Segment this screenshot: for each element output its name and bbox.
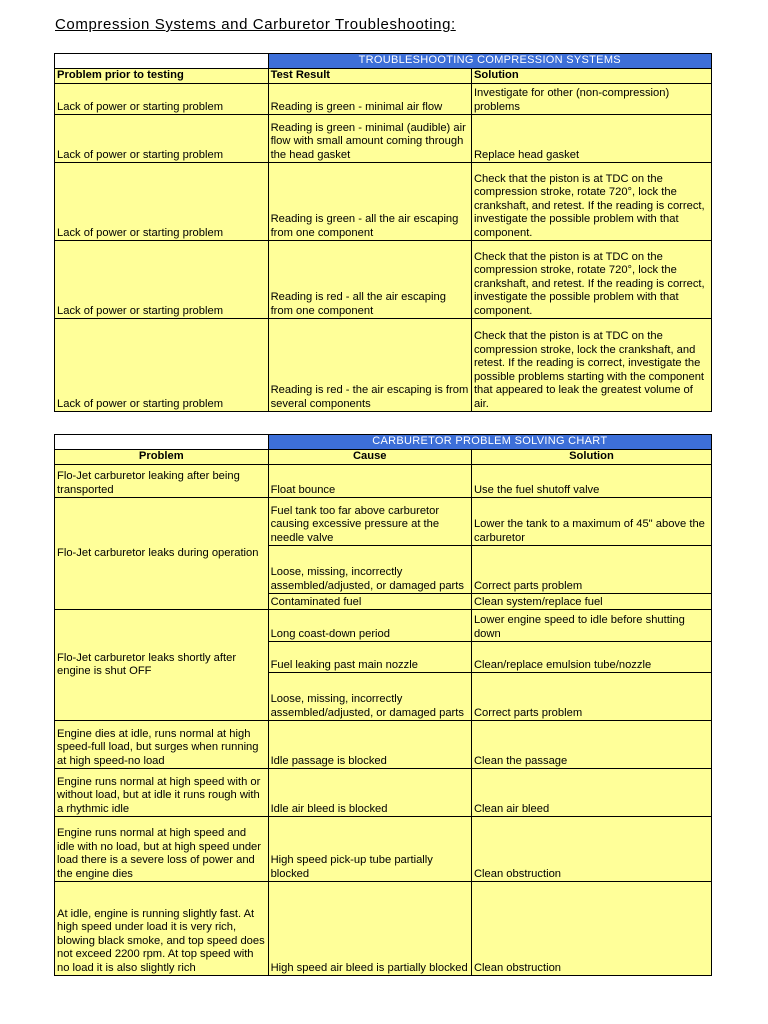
test-result-cell: Reading is green - minimal (audible) air flow with small amount coming through the head gasket bbox=[268, 115, 471, 163]
table-row bbox=[55, 769, 712, 817]
solution-cell: Clean/replace emulsion tube/nozzle bbox=[471, 642, 711, 673]
problem-cell: Lack of power or starting problem bbox=[55, 163, 269, 241]
table-banner-spacer bbox=[55, 435, 269, 450]
problem-cell: Flo-Jet carburetor leaks shortly after engine is shut OFF bbox=[55, 610, 269, 721]
carburetor-table-banner: CARBURETOR PROBLEM SOLVING CHART bbox=[268, 435, 711, 450]
solution-cell: Lower engine speed to idle before shutting down bbox=[471, 610, 711, 642]
solution-cell: Check that the piston is at TDC on the compression stroke, rotate 720°, lock the crankshaft, and retest. If the reading is correct, investigate the possible problem with that component. bbox=[471, 241, 711, 319]
solution-cell: Check that the piston is at TDC on the compression stroke, lock the crankshaft, and retest. If the reading is correct, investigate the possible problems starting with the component that appeared to leak the greatest volume of air. bbox=[471, 319, 711, 412]
solution-cell: Check that the piston is at TDC on the compression stroke, rotate 720°, lock the crankshaft, and retest. If the reading is correct, investigate the possible problem with that component. bbox=[471, 163, 711, 241]
problem-cell: Engine runs normal at high speed and idle with no load, but at high speed under load there is a severe loss of power and the engine dies bbox=[55, 817, 269, 882]
cause-cell: Idle passage is blocked bbox=[268, 721, 471, 769]
table-row bbox=[55, 721, 712, 769]
cause-cell: Float bounce bbox=[268, 465, 471, 498]
table-row bbox=[55, 115, 712, 163]
cause-cell: High speed pick-up tube partially blocked bbox=[268, 817, 471, 882]
cause-cell: Long coast-down period bbox=[268, 610, 471, 642]
test-result-cell: Reading is red - all the air escaping from one component bbox=[268, 241, 471, 319]
cause-cell: Loose, missing, incorrectly assembled/adjusted, or damaged parts bbox=[268, 546, 471, 594]
column-header-problem: Problem bbox=[55, 450, 269, 465]
table-row bbox=[55, 817, 712, 882]
solution-cell: Clean air bleed bbox=[471, 769, 711, 817]
table-row bbox=[55, 465, 712, 498]
column-header-test-result: Test Result bbox=[268, 69, 471, 84]
table-row bbox=[55, 319, 712, 412]
column-header-solution: Solution bbox=[471, 450, 711, 465]
compression-troubleshooting-table bbox=[54, 53, 712, 412]
problem-cell: Lack of power or starting problem bbox=[55, 84, 269, 115]
table-row bbox=[55, 610, 712, 642]
solution-cell: Replace head gasket bbox=[471, 115, 711, 163]
column-header-solution: Solution bbox=[471, 69, 711, 84]
problem-cell: Lack of power or starting problem bbox=[55, 319, 269, 412]
table-row bbox=[55, 882, 712, 976]
cause-cell: Loose, missing, incorrectly assembled/adjusted, or damaged parts bbox=[268, 673, 471, 721]
test-result-cell: Reading is red - the air escaping is from several components bbox=[268, 319, 471, 412]
column-header-problem: Problem prior to testing bbox=[55, 69, 269, 84]
problem-cell: Flo-Jet carburetor leaking after being transported bbox=[55, 465, 269, 498]
table-row bbox=[55, 241, 712, 319]
compression-table-banner: TROUBLESHOOTING COMPRESSION SYSTEMS bbox=[268, 54, 711, 69]
solution-cell: Clean obstruction bbox=[471, 882, 711, 976]
solution-cell: Investigate for other (non-compression) problems bbox=[471, 84, 711, 115]
cause-cell: Fuel tank too far above carburetor causing excessive pressure at the needle valve bbox=[268, 498, 471, 546]
carburetor-problem-solving-table bbox=[54, 434, 712, 976]
test-result-cell: Reading is green - minimal air flow bbox=[268, 84, 471, 115]
problem-cell: Engine runs normal at high speed with or without load, but at idle it runs rough with a rhythmic idle bbox=[55, 769, 269, 817]
table-row bbox=[55, 498, 712, 546]
table-row bbox=[55, 84, 712, 115]
cause-cell: High speed air bleed is partially blocked bbox=[268, 882, 471, 976]
solution-cell: Use the fuel shutoff valve bbox=[471, 465, 711, 498]
solution-cell: Clean the passage bbox=[471, 721, 711, 769]
solution-cell: Clean system/replace fuel bbox=[471, 594, 711, 610]
cause-cell: Contaminated fuel bbox=[268, 594, 471, 610]
problem-cell: Engine dies at idle, runs normal at high speed-full load, but surges when running at high speed-no load bbox=[55, 721, 269, 769]
solution-cell: Clean obstruction bbox=[471, 817, 711, 882]
page-title: Compression Systems and Carburetor Troubleshooting: bbox=[55, 16, 456, 33]
problem-cell: At idle, engine is running slightly fast. At high speed under load it is very rich, blowing black smoke, and top speed does not exceed 2200 rpm. At top speed with no load it is also slightly rich bbox=[55, 882, 269, 976]
table-row bbox=[55, 163, 712, 241]
solution-cell: Correct parts problem bbox=[471, 546, 711, 594]
problem-cell: Lack of power or starting problem bbox=[55, 115, 269, 163]
test-result-cell: Reading is green - all the air escaping from one component bbox=[268, 163, 471, 241]
problem-cell: Lack of power or starting problem bbox=[55, 241, 269, 319]
cause-cell: Fuel leaking past main nozzle bbox=[268, 642, 471, 673]
table-banner-spacer bbox=[55, 54, 269, 69]
problem-cell: Flo-Jet carburetor leaks during operation bbox=[55, 498, 269, 610]
solution-cell: Correct parts problem bbox=[471, 673, 711, 721]
cause-cell: Idle air bleed is blocked bbox=[268, 769, 471, 817]
column-header-cause: Cause bbox=[268, 450, 471, 465]
solution-cell: Lower the tank to a maximum of 45" above the carburetor bbox=[471, 498, 711, 546]
